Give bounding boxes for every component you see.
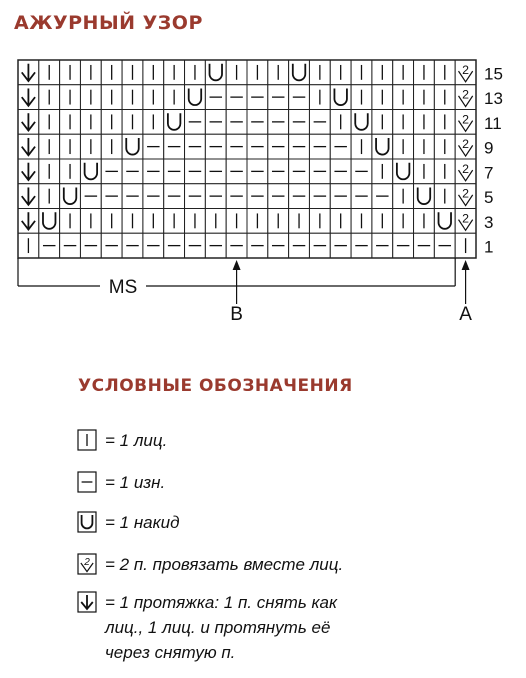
marker-a-arrow [459, 260, 472, 325]
chart-cell [351, 233, 372, 258]
chart-cell [39, 85, 60, 110]
chart-cell [434, 60, 455, 85]
chart-cell [351, 60, 372, 85]
chart-cell [330, 209, 351, 234]
chart-cell [351, 85, 372, 110]
chart-cell [226, 110, 247, 135]
svg-text:2: 2 [462, 211, 470, 226]
chart-cell [414, 134, 435, 159]
chart-cell [18, 85, 39, 110]
chart-cell [39, 233, 60, 258]
chart-cell [143, 159, 164, 184]
chart-cell [18, 209, 39, 234]
chart-cell [455, 184, 476, 209]
chart-cell [80, 85, 101, 110]
svg-text:2: 2 [462, 137, 470, 152]
chart-cell [247, 134, 268, 159]
chart-cell [247, 209, 268, 234]
chart-cell [247, 110, 268, 135]
chart-cell [434, 184, 455, 209]
chart-cell [164, 110, 185, 135]
chart-cell [393, 60, 414, 85]
chart-cell [60, 209, 81, 234]
chart-cell [247, 184, 268, 209]
row-number-label: 9 [484, 138, 494, 158]
slip-knit-pass-icon [77, 591, 97, 613]
chart-cell [393, 159, 414, 184]
chart-cell [80, 233, 101, 258]
chart-cell [330, 233, 351, 258]
chart-cell [351, 159, 372, 184]
chart-cell [101, 184, 122, 209]
chart-cell [372, 184, 393, 209]
chart-cell [39, 209, 60, 234]
chart-cell [289, 110, 310, 135]
chart-cell [101, 233, 122, 258]
chart-cell [434, 134, 455, 159]
chart-cell [268, 233, 289, 258]
chart-cell [393, 85, 414, 110]
purl-stitch-icon [77, 471, 97, 493]
chart-cell [455, 159, 476, 184]
chart-cell [330, 184, 351, 209]
svg-text:2: 2 [462, 87, 470, 102]
row-number-label: 3 [484, 212, 494, 232]
chart-cell [351, 110, 372, 135]
chart-cell [80, 134, 101, 159]
chart-cell [205, 159, 226, 184]
legend-item [77, 590, 337, 665]
chart-cell [372, 233, 393, 258]
chart-cell [289, 233, 310, 258]
legend-item [77, 470, 165, 495]
chart-cell [80, 159, 101, 184]
chart-cell [351, 209, 372, 234]
chart-cell [122, 159, 143, 184]
chart-cell [18, 110, 39, 135]
chart-cell [372, 85, 393, 110]
chart-cell [185, 209, 206, 234]
legend-item-text: = 1 изн. [105, 473, 166, 492]
chart-cell [122, 134, 143, 159]
chart-cell [226, 60, 247, 85]
chart-cell [309, 209, 330, 234]
chart-cell [101, 110, 122, 135]
marker-b-arrow [230, 260, 243, 325]
chart-cell [372, 159, 393, 184]
knit-stitch-icon [77, 429, 97, 451]
chart-cell [268, 60, 289, 85]
legend-item-text: = 2 п. провязать вместе лиц. [105, 555, 344, 574]
chart-cell [185, 85, 206, 110]
svg-text:2: 2 [462, 161, 470, 176]
row-number-label: 11 [484, 113, 502, 133]
chart-cell [330, 110, 351, 135]
chart-cell [247, 233, 268, 258]
chart-cell [247, 60, 268, 85]
chart-cell [185, 60, 206, 85]
chart-cell [60, 233, 81, 258]
chart-cell [309, 184, 330, 209]
chart-cell [226, 134, 247, 159]
legend-item-text: = 1 накид [105, 513, 180, 532]
chart-cell [185, 184, 206, 209]
chart-cell [414, 110, 435, 135]
legend-item [77, 510, 180, 535]
chart-title: АЖУРНЫЙ УЗОР [14, 12, 203, 34]
chart-cell [455, 60, 476, 85]
chart-cell [268, 134, 289, 159]
chart-cell [455, 110, 476, 135]
chart-cell [414, 184, 435, 209]
chart-cell [330, 159, 351, 184]
legend-item-text: = 1 лиц. [105, 431, 168, 450]
chart-cell [185, 233, 206, 258]
chart-cell [455, 134, 476, 159]
chart-cell [268, 209, 289, 234]
chart-cell [60, 60, 81, 85]
chart-cell [205, 85, 226, 110]
chart-cell [143, 184, 164, 209]
legend-title: УСЛОВНЫЕ ОБОЗНАЧЕНИЯ [78, 376, 353, 396]
chart-cell [289, 60, 310, 85]
chart-cell [414, 233, 435, 258]
chart-cell [60, 110, 81, 135]
chart-cell [101, 134, 122, 159]
chart-cell [309, 134, 330, 159]
chart-cell [372, 134, 393, 159]
chart-cell [18, 60, 39, 85]
chart-cell [205, 233, 226, 258]
chart-cell [309, 159, 330, 184]
chart-cell [330, 85, 351, 110]
chart-cell [60, 184, 81, 209]
chart-cell [122, 209, 143, 234]
chart-cell [122, 60, 143, 85]
chart-cell [18, 184, 39, 209]
chart-cell [101, 85, 122, 110]
chart-cell [164, 159, 185, 184]
chart-cell [434, 233, 455, 258]
chart-cell [393, 110, 414, 135]
chart-cell [414, 85, 435, 110]
chart-cell [393, 233, 414, 258]
chart-cell [455, 209, 476, 234]
chart-cell [330, 134, 351, 159]
chart-cell [289, 134, 310, 159]
svg-text:2: 2 [84, 557, 90, 569]
chart-cell [226, 209, 247, 234]
chart-cell [164, 209, 185, 234]
chart-cell [455, 233, 476, 258]
legend-item [77, 552, 343, 577]
chart-cell [185, 110, 206, 135]
chart-cell [143, 60, 164, 85]
chart-cell [289, 184, 310, 209]
chart-cell [247, 85, 268, 110]
chart-cell [289, 159, 310, 184]
chart-cell [80, 110, 101, 135]
chart-cell [289, 209, 310, 234]
chart-cell [309, 60, 330, 85]
chart-cell [164, 85, 185, 110]
row-number-label: 7 [484, 163, 494, 183]
chart-cell [205, 209, 226, 234]
chart-cell [143, 209, 164, 234]
chart-cell [143, 110, 164, 135]
chart-cell [455, 85, 476, 110]
chart-cell [309, 85, 330, 110]
chart-cell [414, 209, 435, 234]
chart-cell [39, 110, 60, 135]
chart-cell [372, 60, 393, 85]
chart-cell [434, 159, 455, 184]
chart-cell [414, 60, 435, 85]
chart-cell [39, 159, 60, 184]
chart-cell [18, 134, 39, 159]
legend-item [77, 428, 167, 453]
chart-cell [80, 209, 101, 234]
chart-cell [351, 184, 372, 209]
chart-cell [39, 134, 60, 159]
chart-cell [351, 134, 372, 159]
chart-cell [434, 209, 455, 234]
chart-cell [122, 184, 143, 209]
chart-cell [143, 85, 164, 110]
chart-cell [39, 60, 60, 85]
chart-cell [164, 134, 185, 159]
chart-cell [164, 60, 185, 85]
chart-cell [101, 209, 122, 234]
row-number-label: 5 [484, 188, 494, 208]
chart-cell [226, 85, 247, 110]
chart-cell [122, 85, 143, 110]
chart-cell [226, 184, 247, 209]
chart-cell [414, 159, 435, 184]
chart-cell [60, 134, 81, 159]
chart-cell [372, 110, 393, 135]
legend-item-text: = 1 протяжка: 1 п. снять как лиц., 1 лиц. и протянуть её через снятую п. [105, 593, 338, 662]
chart-cell [185, 134, 206, 159]
row-number-label: 13 [484, 89, 503, 109]
chart-cell [39, 184, 60, 209]
chart-cell [185, 159, 206, 184]
chart-cell [434, 110, 455, 135]
chart-cell [60, 159, 81, 184]
chart-cell [80, 184, 101, 209]
chart-cell [268, 159, 289, 184]
svg-text:2: 2 [462, 186, 470, 201]
chart-cell [80, 60, 101, 85]
chart-cell [18, 159, 39, 184]
chart-cell [143, 134, 164, 159]
chart-cell [18, 233, 39, 258]
chart-cell [205, 60, 226, 85]
chart-cell [247, 159, 268, 184]
chart-cell [143, 233, 164, 258]
row-number-label: 1 [484, 237, 494, 257]
chart-cell [289, 85, 310, 110]
chart-cell [309, 233, 330, 258]
chart-cell [164, 233, 185, 258]
svg-text:2: 2 [462, 62, 470, 77]
svg-text:A: A [459, 304, 472, 325]
chart-cell [434, 85, 455, 110]
chart-cell [393, 209, 414, 234]
knit-two-together-icon [77, 553, 97, 575]
chart-cell [393, 184, 414, 209]
chart-cell [164, 184, 185, 209]
chart-cell [122, 233, 143, 258]
chart-cell [122, 110, 143, 135]
row-number-label: 15 [484, 64, 503, 84]
chart-cell [268, 110, 289, 135]
repeat-label: MS [108, 277, 138, 298]
chart-cell [330, 60, 351, 85]
chart-cell [372, 209, 393, 234]
chart-cell [393, 134, 414, 159]
chart-cell [60, 85, 81, 110]
chart-cell [101, 159, 122, 184]
chart-cell [101, 60, 122, 85]
svg-text:2: 2 [462, 112, 470, 127]
svg-text:B: B [230, 304, 243, 325]
chart-cell [226, 159, 247, 184]
yarn-over-icon [77, 511, 97, 533]
chart-cell [226, 233, 247, 258]
chart-cell [309, 110, 330, 135]
chart-cell [205, 134, 226, 159]
chart-cell [268, 85, 289, 110]
chart-cell [205, 110, 226, 135]
chart-cell [205, 184, 226, 209]
chart-cell [268, 184, 289, 209]
